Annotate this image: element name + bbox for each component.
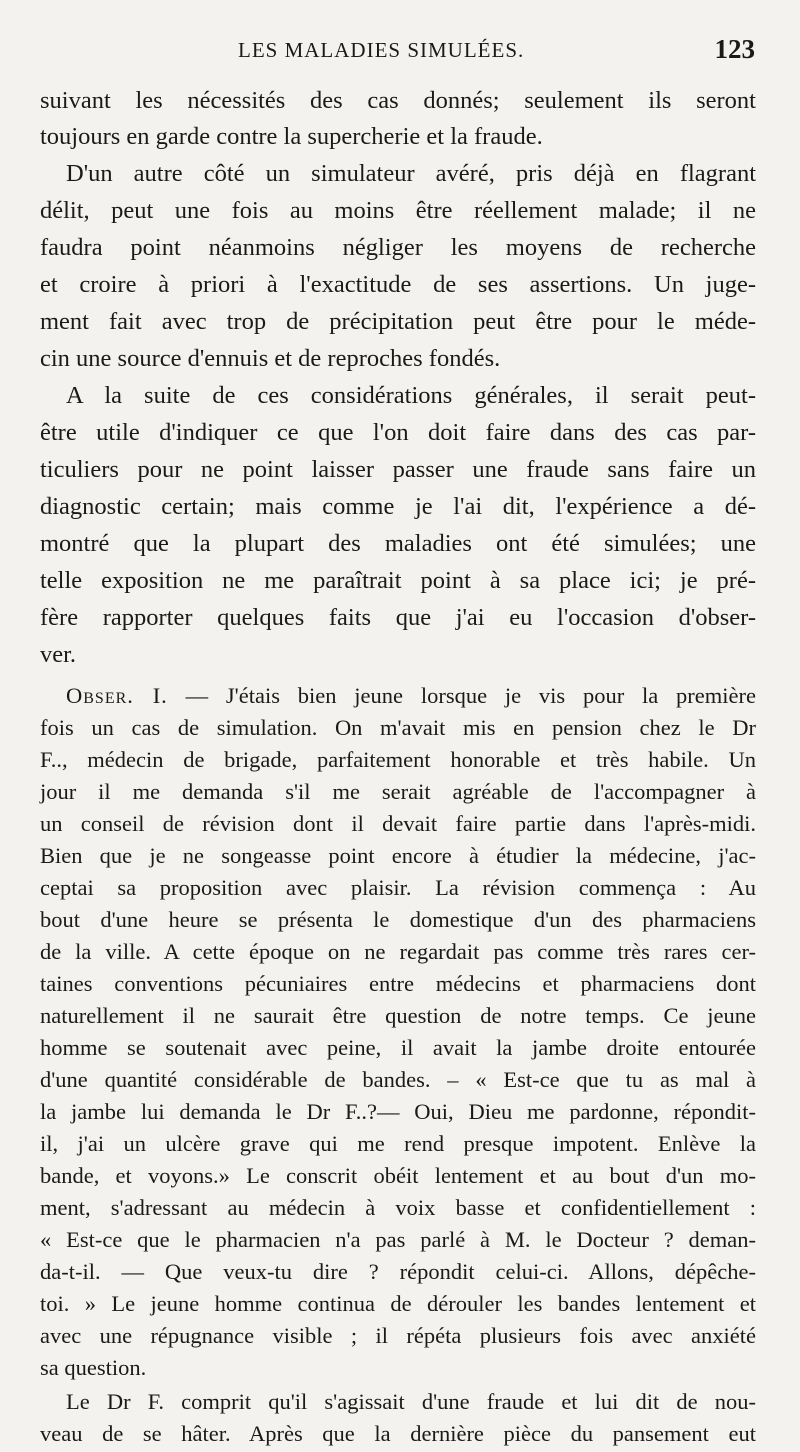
text-line: ment, s'adressant au médecin à voix basse et confidentiellement : [40,1195,756,1220]
text-line: un conseil de révision dont il devait faire partie dans l'après-midi. [40,811,756,836]
text-line: da-t-il. — Que veux-tu dire ? répondit celui-ci. Allons, dépêche- [40,1259,756,1284]
text-line: toujours en garde contre la supercherie et la fraude. [40,123,543,150]
page-number: 123 [714,34,755,64]
text-line: ver. [40,641,77,668]
text-line: cin une source d'ennuis et de reproches fondés. [40,345,501,372]
observation-label: Obser. I. [66,683,168,708]
text-line: avec une répugnance visible ; il répéta plusieurs fois avec anxiété [40,1323,756,1348]
text-line: faudra point néanmoins négliger les moyens de recherche [40,234,756,261]
text-line: délit, peut une fois au moins être réellement malade; il ne [40,197,756,224]
text-line: Le Dr F. comprit qu'il s'agissait d'une fraude et lui dit de nou- [66,1389,756,1414]
text-line: telle exposition ne me paraîtrait point à sa place ici; je pré- [40,567,756,594]
text-line: ceptai sa proposition avec plaisir. La révision commença : Au [40,875,756,900]
text-line: bout d'une heure se présenta le domestique d'un des pharmaciens [40,907,756,932]
text-line: naturellement il ne saurait être question de notre temps. Ce jeune [40,1003,756,1028]
text-line: F.., médecin de brigade, parfaitement honorable et très habile. Un [40,747,756,772]
text-line: ticuliers pour ne point laisser passer une fraude sans faire un [40,456,756,483]
text-line: fois un cas de simulation. On m'avait mis en pension chez le Dr [40,715,756,740]
text-line: toi. » Le jeune homme continua de dérouler les bandes lentement et [40,1291,756,1316]
text-line: veau de se hâter. Après que la dernière pièce du pansement eut [40,1421,756,1446]
text-line: bande, et voyons.» Le conscrit obéit lentement et au bout d'un mo- [40,1163,756,1188]
text-line: montré que la plupart des maladies ont été simulées; une [40,530,756,557]
text-line: jour il me demanda s'il me serait agréable de l'accompagner à [40,779,756,804]
text-line: Bien que je ne songeasse point encore à étudier la médecine, j'ac- [40,843,756,868]
text-line: homme se soutenait avec peine, il avait la jambe droite entourée [40,1035,756,1060]
text-line: d'une quantité considérable de bandes. – « Est-ce que tu as mal à [40,1067,756,1092]
running-title: LES MALADIES SIMULÉES. [238,38,525,62]
text-line: de la ville. A cette époque on ne regardait pas comme très rares cer- [40,939,756,964]
text-line: sa question. [40,1355,147,1380]
text-line: et croire à priori à l'exactitude de ses assertions. Un juge- [40,271,756,298]
text-line: diagnostic certain; mais comme je l'ai dit, l'expérience a dé- [40,493,756,520]
text-line: suivant les nécessités des cas donnés; seulement ils seront [40,87,756,114]
text-line: la jambe lui demanda le Dr F..?— Oui, Dieu me pardonne, répondit- [40,1099,756,1124]
running-header [40,30,755,70]
text-line: taines conventions pécuniaires entre médecins et pharmaciens dont [40,971,756,996]
text-line: ment fait avec trop de précipitation peut être pour le méde- [40,308,756,335]
text-line: être utile d'indiquer ce que l'on doit faire dans des cas par- [40,419,756,446]
text-line: A la suite de ces considérations générales, il serait peut- [66,382,756,409]
text-line: « Est-ce que le pharmacien n'a pas parlé à M. le Docteur ? deman- [40,1227,756,1252]
text-line: fère rapporter quelques faits que j'ai eu l'occasion d'obser- [40,604,756,631]
text-line: il, j'ai un ulcère grave qui me rend presque impotent. Enlève la [40,1131,756,1156]
text-line: — J'étais bien jeune lorsque je vis pour la première [185,683,756,708]
observation-first-line [40,680,756,712]
text-line: D'un autre côté un simulateur avéré, pris déjà en flagrant [66,160,756,187]
